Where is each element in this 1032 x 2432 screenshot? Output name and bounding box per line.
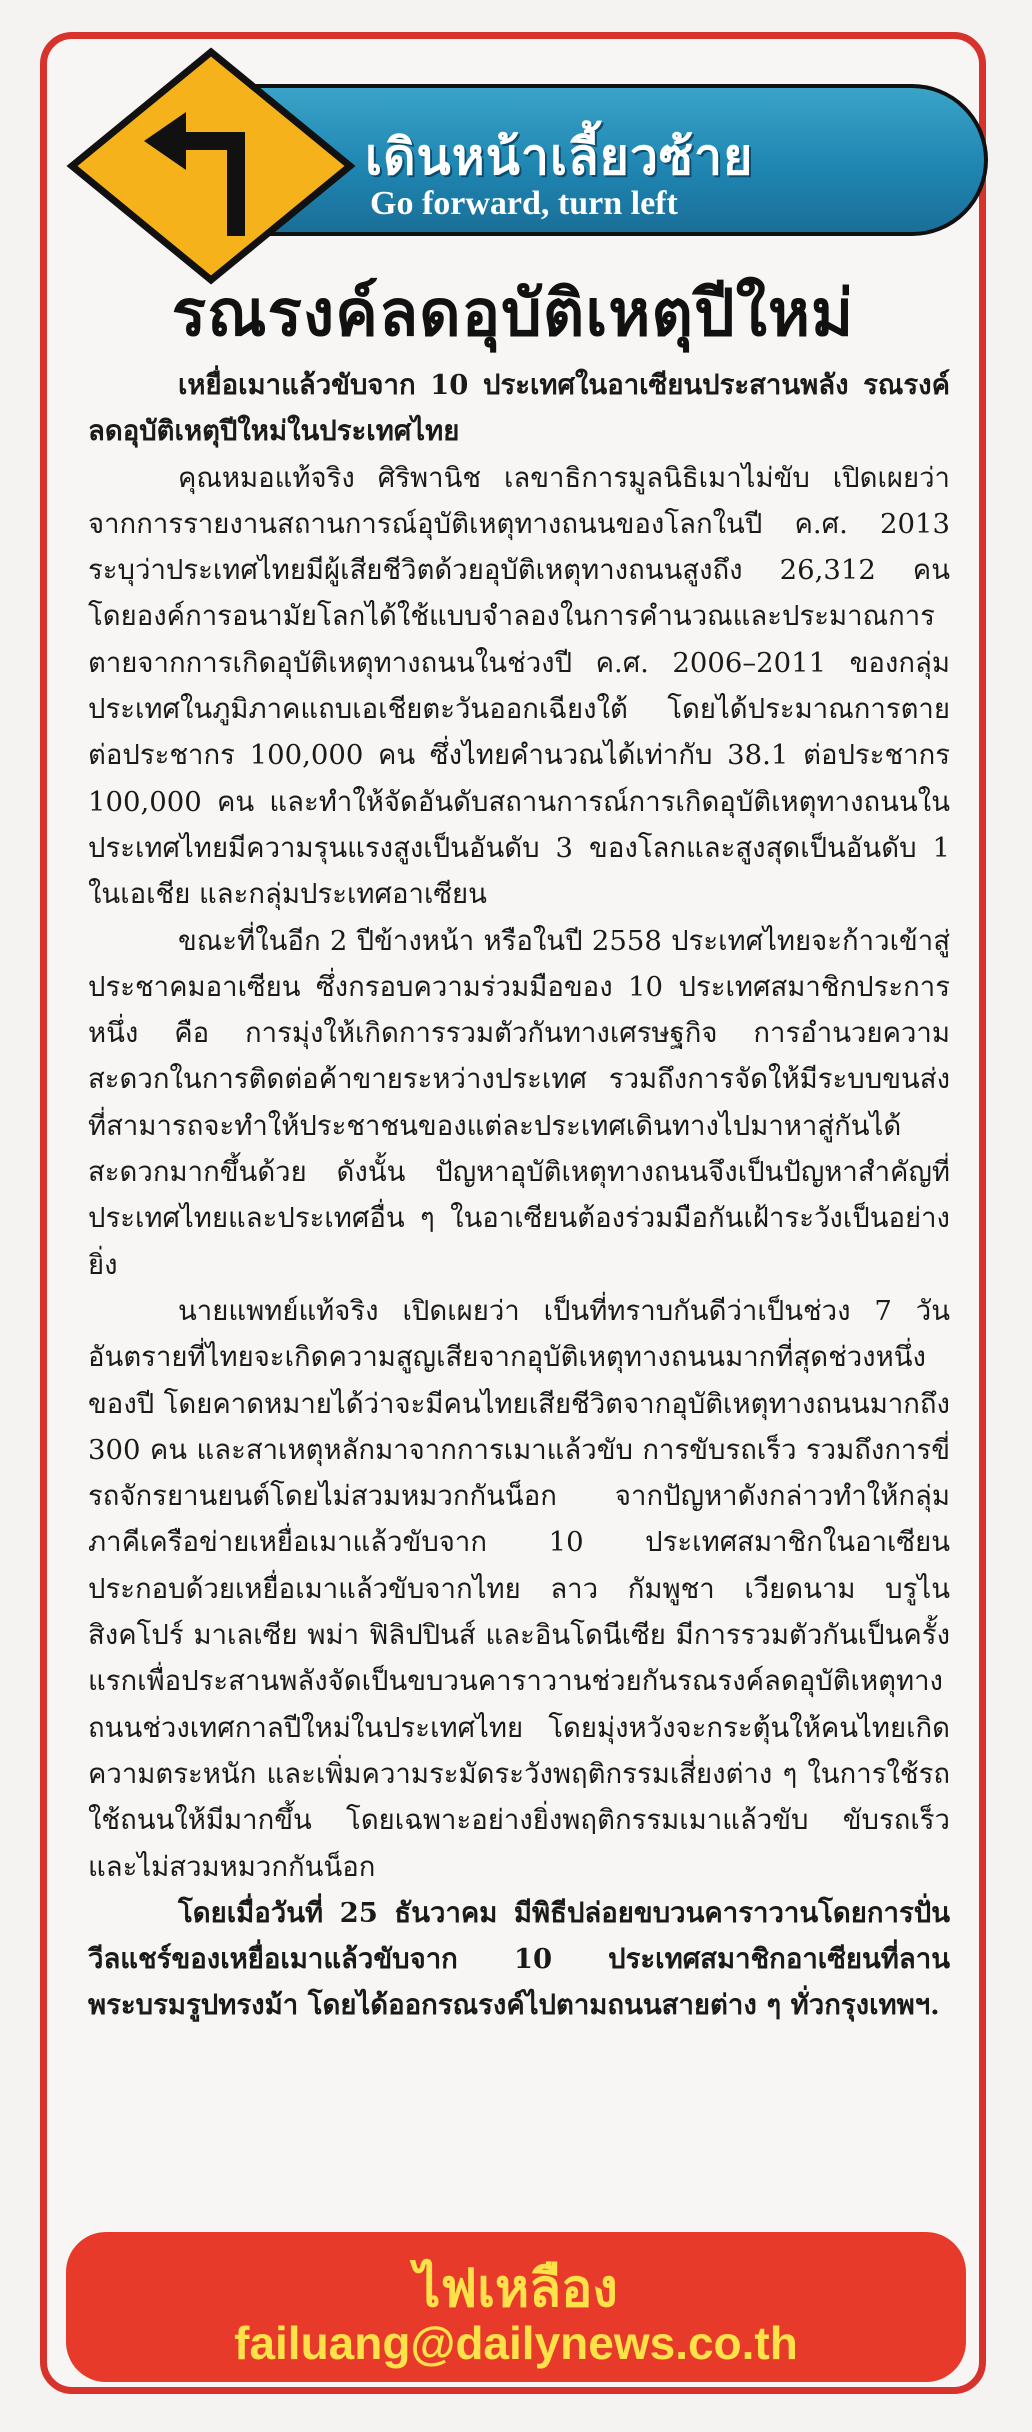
article-body [88,362,950,2029]
column-title-english: Go forward, turn left [370,185,678,222]
article-paragraph: คุณหมอแท้จริง ศิริพานิช เลขาธิการมูลนิธิเมาไม่ขับ เปิดเผยว่า จากการรายงานสถานการณ์อุบัติเหตุทางถนนของโลกในปี ค.ศ. 2013 ระบุว่าประเทศไทยมีผู้เสียชีวิตด้วยอุบัติเหตุทางถนนสูงถึง 26,312 คน โดยองค์การอนามัยโลกได้ใช้แบบจำลองในการคำนวณและประมาณการตายจากการเกิดอุบัติเหตุทางถนนในช่วงปี ค.ศ. 2006–2011 ของกลุ่มประเทศในภูมิภาคแถบเอเชียตะวันออกเฉียงใต้ โดยได้ประมาณการตายต่อประชากร 100,000 คน ซึ่งไทยคำนวณได้เท่ากับ 38.1 ต่อประชากร 100,000 คน และทำให้จัดอันดับสถานการณ์การเกิดอุบัติเหตุทางถนนในประเทศไทยมีความรุนแรงสูงเป็นอันดับ 3 ของโลกและสูงสุดเป็นอันดับ 1 ในเอเชีย และกลุ่มประเทศอาเซียน [88,461,950,911]
article-paragraph: นายแพทย์แท้จริง เปิดเผยว่า เป็นที่ทราบกันดีว่าเป็นช่วง 7 วันอันตรายที่ไทยจะเกิดความสูญเสียจากอุบัติเหตุทางถนนมากที่สุดช่วงหนึ่งของปี โดยคาดหมายได้ว่าจะมีคนไทยเสียชีวิตจากอุบัติเหตุทางถนนมากถึง 300 คน และสาเหตุหลักมาจากการเมาแล้วขับ การขับรถเร็ว รวมถึงการขี่รถจักรยานยนต์โดยไม่สวมหมวกกันน็อก จากปัญหาดังกล่าวทำให้กลุ่มภาคีเครือข่ายเหยื่อเมาแล้วขับจาก 10 ประเทศสมาชิกในอาเซียน ประกอบด้วยเหยื่อเมาแล้วขับจากไทย ลาว กัมพูชา เวียดนาม บรูไน สิงคโปร์ มาเลเซีย พม่า ฟิลิปปินส์ และอินโดนีเซีย มีการรวมตัวกันเป็นครั้งแรกเพื่อประสานพลังจัดเป็นขบวนคาราวานช่วยกันรณรงค์ลดอุบัติเหตุทางถนนช่วงเทศกาลปีใหม่ในประเทศไทย โดยมุ่งหวังจะกระตุ้นให้คนไทยเกิดความตระหนัก และเพิ่มความระมัดระวังพฤติกรรมเสี่ยงต่าง ๆ ในการใช้รถใช้ถนนให้มีมากขึ้น โดยเฉพาะอย่างยิ่งพฤติกรรมเมาแล้วขับ ขับรถเร็ว และไม่สวมหมวกกันน็อก [88,1294,950,1883]
byline-email[interactable]: failuang@dailynews.co.th [234,2317,798,2369]
article-lead: เหยื่อเมาแล้วขับจาก 10 ประเทศในอาเซียนประสานพลัง รณรงค์ลดอุบัติเหตุปีใหม่ในประเทศไทย [88,369,950,448]
column-title-thai: เดินหน้าเลี้ยวซ้าย [365,128,754,186]
article-paragraph: ขณะที่ในอีก 2 ปีข้างหน้า หรือในปี 2558 ประเทศไทยจะก้าวเข้าสู่ประชาคมอาเซียน ซึ่งกรอบความร่วมมือของ 10 ประเทศสมาชิกประการหนึ่ง คือ การมุ่งให้เกิดการรวมตัวกันทางเศรษฐกิจ การอำนวยความสะดวกในการติดต่อค้าขายระหว่างประเทศ รวมถึงการจัดให้มีระบบขนส่งที่สามารถจะทำให้ประชาชนของแต่ละประเทศเดินทางไปมาหาสู่กันได้สะดวกมากขึ้นด้วย ดังนั้น ปัญหาอุบัติเหตุทางถนนจึงเป็นปัญหาสำคัญที่ประเทศไทยและประเทศอื่น ๆ ในอาเซียนต้องร่วมมือกันเฝ้าระวังเป็นอย่างยิ่ง [88,924,950,1281]
article-headline: รณรงค์ลดอุบัติเหตุปีใหม่ [171,277,855,351]
turn-left-arrow-sign-icon [66,46,356,286]
article-closing: โดยเมื่อวันที่ 25 ธันวาคม มีพิธีปล่อยขบวนคาราวานโดยการปั่นวีลแชร์ของเหยื่อเมาแล้วขับจาก 10 ประเทศสมาชิกอาเซียนที่ลานพระบรมรูปทรงม้า โดยได้ออกรณรงค์ไปตามถนนสายต่าง ๆ ทั่วกรุงเทพฯ. [88,1896,950,2022]
byline-author: ไฟเหลือง [414,2259,618,2319]
